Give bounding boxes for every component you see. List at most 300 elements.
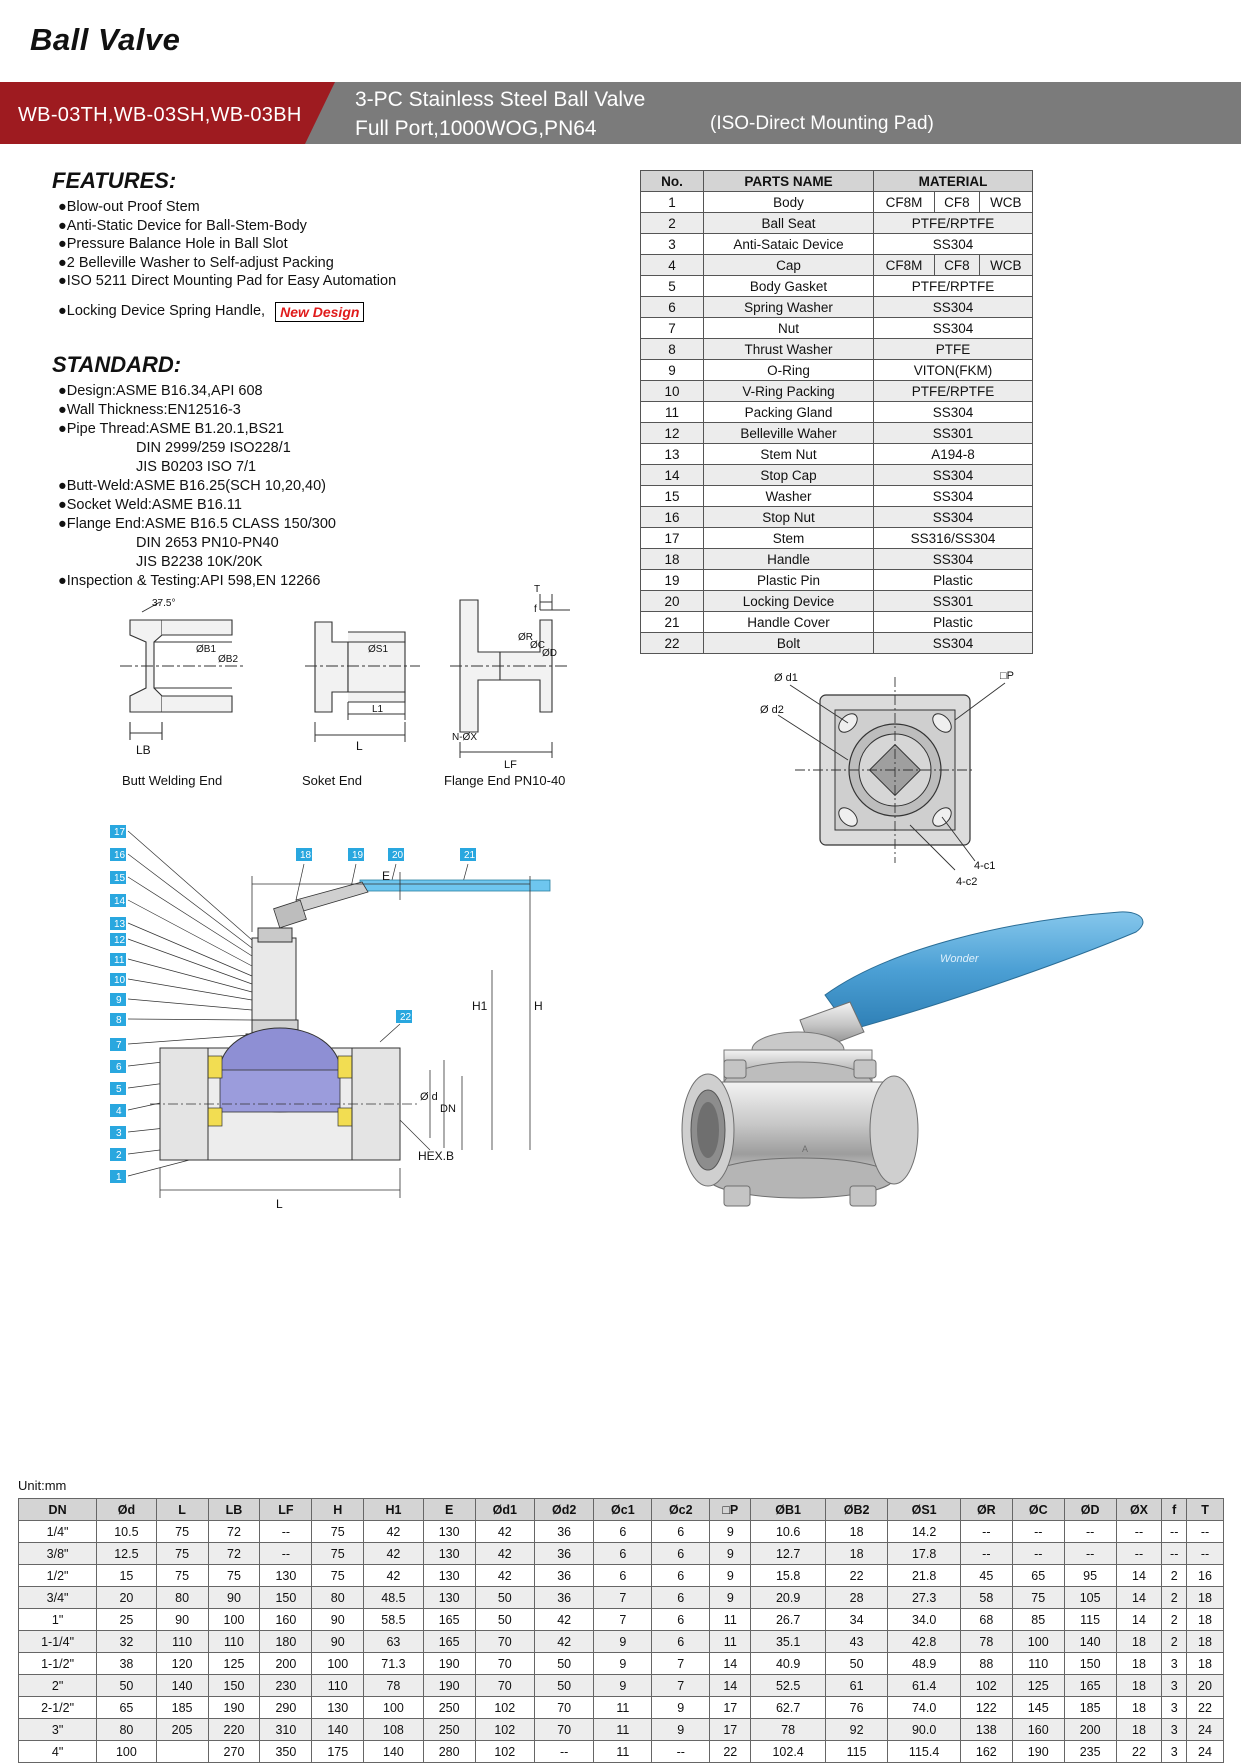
- dim-cell: 145: [1012, 1697, 1064, 1719]
- table-row: [641, 297, 1033, 318]
- svg-text:13: 13: [114, 919, 126, 930]
- column-header: E: [423, 1499, 475, 1521]
- part-material: PTFE/RPTFE: [874, 276, 1033, 297]
- features-list: [58, 198, 612, 320]
- dim-cell: 6: [594, 1543, 652, 1565]
- svg-text:15: 15: [114, 873, 126, 884]
- dim-cell: 16: [1187, 1565, 1224, 1587]
- standard-item: JIS B0203 ISO 7/1: [136, 459, 257, 475]
- part-name: Washer: [704, 486, 874, 507]
- dim-cell: 70: [534, 1719, 593, 1741]
- photo-brand: Wonder: [940, 953, 979, 965]
- dim-cell: 12.7: [751, 1543, 826, 1565]
- column-header: □P: [710, 1499, 751, 1521]
- dim-cell: 18: [1116, 1653, 1162, 1675]
- label-dn: DN: [440, 1103, 456, 1115]
- column-header: Ød: [97, 1499, 156, 1521]
- label-h: H: [534, 999, 543, 1013]
- dim-cell: 70: [534, 1697, 593, 1719]
- dim-cell: [156, 1741, 208, 1763]
- dim-cell: 90: [312, 1631, 364, 1653]
- table-row: [19, 1719, 1224, 1741]
- dim-cell: 6: [594, 1565, 652, 1587]
- dim-cell: 42: [475, 1565, 534, 1587]
- dim-cell: 2-1/2": [19, 1697, 97, 1719]
- dim-cell: 18: [1187, 1653, 1224, 1675]
- caption-socket-end: Soket End: [302, 773, 362, 788]
- dim-cell: 110: [208, 1631, 260, 1653]
- dim-cell: 125: [1012, 1675, 1064, 1697]
- part-no: 19: [641, 570, 704, 591]
- dim-cell: 100: [208, 1609, 260, 1631]
- dim-cell: 58: [960, 1587, 1012, 1609]
- dim-cell: --: [1116, 1543, 1162, 1565]
- standard-item: ●Socket Weld:ASME B16.11: [58, 497, 242, 513]
- part-no: 9: [641, 360, 704, 381]
- dim-cell: 102: [475, 1697, 534, 1719]
- part-material: SS304: [874, 402, 1033, 423]
- dim-cell: 18: [1116, 1631, 1162, 1653]
- svg-text:14: 14: [114, 896, 126, 907]
- dim-cell: 6: [652, 1521, 710, 1543]
- valve-cross-section-drawing: [100, 820, 620, 1240]
- part-material: PTFE/RPTFE: [874, 213, 1033, 234]
- iso-mounting-pad-drawing: [760, 665, 1090, 895]
- part-name: Stem: [704, 528, 874, 549]
- part-material: A194-8: [874, 444, 1033, 465]
- part-material: SS301: [874, 423, 1033, 444]
- dim-cell: 185: [156, 1697, 208, 1719]
- dim-cell: 10.6: [751, 1521, 826, 1543]
- table-row: [641, 339, 1033, 360]
- dim-cell: 18: [1187, 1587, 1224, 1609]
- dim-cell: --: [1012, 1543, 1064, 1565]
- dim-cell: 165: [1064, 1675, 1116, 1697]
- label-c1: 4-c1: [974, 860, 996, 872]
- table-row: [641, 528, 1033, 549]
- dim-cell: 3: [1162, 1653, 1187, 1675]
- column-header: f: [1162, 1499, 1187, 1521]
- part-material: PTFE: [874, 339, 1033, 360]
- table-row: [19, 1697, 1224, 1719]
- dim-cell: 34: [825, 1609, 887, 1631]
- part-name: Handle Cover: [704, 612, 874, 633]
- part-material: WCB: [979, 255, 1032, 276]
- svg-text:6: 6: [116, 1062, 122, 1073]
- part-material: SS304: [874, 507, 1033, 528]
- dim-cell: 36: [534, 1521, 593, 1543]
- dim-cell: 270: [208, 1741, 260, 1763]
- dim-cell: 36: [534, 1565, 593, 1587]
- dim-cell: 26.7: [751, 1609, 826, 1631]
- part-no: 11: [641, 402, 704, 423]
- standard-list: [58, 382, 612, 591]
- dim-cell: 140: [1064, 1631, 1116, 1653]
- page-title: Ball Valve: [30, 22, 181, 57]
- dim-cell: 120: [156, 1653, 208, 1675]
- dim-cell: 9: [594, 1631, 652, 1653]
- dim-cell: 9: [652, 1719, 710, 1741]
- dim-cell: 310: [260, 1719, 312, 1741]
- dim-cell: 130: [423, 1543, 475, 1565]
- dim-cell: 6: [652, 1565, 710, 1587]
- part-no: 5: [641, 276, 704, 297]
- table-row: [641, 360, 1033, 381]
- dim-cell: --: [1116, 1521, 1162, 1543]
- table-row: [641, 591, 1033, 612]
- label-e: E: [382, 869, 391, 883]
- dim-cell: 162: [960, 1741, 1012, 1763]
- label-lf: LF: [504, 759, 517, 771]
- column-header: Ød1: [475, 1499, 534, 1521]
- part-no: 12: [641, 423, 704, 444]
- dim-cell: 18: [1116, 1719, 1162, 1741]
- dim-cell: 48.9: [888, 1653, 961, 1675]
- part-name: Stem Nut: [704, 444, 874, 465]
- column-header-material: MATERIAL: [874, 171, 1033, 192]
- iso-pad-note: (ISO-Direct Mounting Pad): [710, 113, 934, 134]
- part-name: Handle: [704, 549, 874, 570]
- dim-cell: 42: [364, 1565, 423, 1587]
- dim-cell: 48.5: [364, 1587, 423, 1609]
- dim-cell: 3: [1162, 1719, 1187, 1741]
- part-name: Belleville Waher: [704, 423, 874, 444]
- table-row: [19, 1543, 1224, 1565]
- dim-cell: 75: [312, 1543, 364, 1565]
- photo-body-mark: A: [802, 1144, 809, 1154]
- dim-cell: 50: [475, 1587, 534, 1609]
- dim-cell: 25: [97, 1609, 156, 1631]
- table-row: [19, 1565, 1224, 1587]
- dim-cell: 9: [710, 1521, 751, 1543]
- label-d: ØD: [542, 648, 557, 659]
- column-header: ØD: [1064, 1499, 1116, 1521]
- dim-cell: 14: [710, 1653, 751, 1675]
- dim-cell: 105: [1064, 1587, 1116, 1609]
- dim-cell: 75: [312, 1565, 364, 1587]
- dim-cell: 20: [1187, 1675, 1224, 1697]
- dim-cell: 58.5: [364, 1609, 423, 1631]
- dim-cell: 6: [652, 1543, 710, 1565]
- dim-cell: 102: [475, 1719, 534, 1741]
- svg-text:17: 17: [114, 827, 126, 838]
- table-row: [19, 1631, 1224, 1653]
- label-d2: Ø d2: [760, 704, 784, 716]
- dim-cell: 100: [312, 1653, 364, 1675]
- dim-cell: 190: [423, 1675, 475, 1697]
- dim-cell: 140: [156, 1675, 208, 1697]
- dim-cell: 102.4: [751, 1741, 826, 1763]
- part-name: Cap: [704, 255, 874, 276]
- feature-item: ●2 Belleville Washer to Self-adjust Packing: [58, 254, 334, 271]
- dim-cell: 75: [1012, 1587, 1064, 1609]
- label-b1: ØB1: [196, 644, 217, 655]
- svg-text:1: 1: [116, 1172, 122, 1183]
- part-name: Plastic Pin: [704, 570, 874, 591]
- part-name: Ball Seat: [704, 213, 874, 234]
- dim-cell: 70: [475, 1631, 534, 1653]
- column-header: DN: [19, 1499, 97, 1521]
- part-name: Anti-Sataic Device: [704, 234, 874, 255]
- svg-text:19: 19: [352, 850, 364, 861]
- part-material: WCB: [979, 192, 1032, 213]
- dim-cell: --: [652, 1741, 710, 1763]
- column-header: Øc1: [594, 1499, 652, 1521]
- feature-item: ●Anti-Static Device for Ball-Stem-Body: [58, 217, 307, 234]
- svg-text:16: 16: [114, 850, 126, 861]
- table-row: [641, 234, 1033, 255]
- dim-cell: 22: [1187, 1697, 1224, 1719]
- part-no: 2: [641, 213, 704, 234]
- dim-cell: 2: [1162, 1609, 1187, 1631]
- part-material: SS304: [874, 486, 1033, 507]
- table-row: [641, 192, 1033, 213]
- dim-cell: 165: [423, 1609, 475, 1631]
- table-row: [19, 1521, 1224, 1543]
- dim-cell: 62.7: [751, 1697, 826, 1719]
- part-no: 17: [641, 528, 704, 549]
- dim-cell: 14: [1116, 1565, 1162, 1587]
- dim-cell: 18: [1116, 1697, 1162, 1719]
- standard-heading: STANDARD:: [52, 352, 182, 377]
- dim-cell: 220: [208, 1719, 260, 1741]
- dim-cell: 65: [1012, 1565, 1064, 1587]
- dim-cell: 76: [825, 1697, 887, 1719]
- dim-cell: 110: [1012, 1653, 1064, 1675]
- features-section: [52, 168, 612, 320]
- dim-cell: 15: [97, 1565, 156, 1587]
- part-no: 16: [641, 507, 704, 528]
- part-name: Body: [704, 192, 874, 213]
- dim-cell: 102: [960, 1675, 1012, 1697]
- part-material: SS301: [874, 591, 1033, 612]
- dim-cell: 3": [19, 1719, 97, 1741]
- svg-text:21: 21: [464, 850, 476, 861]
- part-name: Locking Device: [704, 591, 874, 612]
- dim-cell: 10.5: [97, 1521, 156, 1543]
- dim-cell: 6: [652, 1587, 710, 1609]
- dim-cell: 130: [312, 1697, 364, 1719]
- dim-cell: 9: [710, 1565, 751, 1587]
- part-no: 10: [641, 381, 704, 402]
- dim-cell: 50: [97, 1675, 156, 1697]
- part-no: 4: [641, 255, 704, 276]
- column-header: T: [1187, 1499, 1224, 1521]
- dim-cell: 11: [710, 1631, 751, 1653]
- part-no: 7: [641, 318, 704, 339]
- dim-cell: 12.5: [97, 1543, 156, 1565]
- dim-cell: 78: [751, 1719, 826, 1741]
- dim-cell: 18: [825, 1543, 887, 1565]
- dim-cell: 40.9: [751, 1653, 826, 1675]
- dim-cell: 11: [710, 1609, 751, 1631]
- dim-cell: 100: [364, 1697, 423, 1719]
- part-name: Packing Gland: [704, 402, 874, 423]
- table-row: [641, 465, 1033, 486]
- dim-cell: 61: [825, 1675, 887, 1697]
- dim-cell: 175: [312, 1741, 364, 1763]
- dim-cell: 2: [1162, 1565, 1187, 1587]
- label-d1: Ø d1: [774, 672, 798, 684]
- dim-cell: 200: [1064, 1719, 1116, 1741]
- column-header: H1: [364, 1499, 423, 1521]
- dim-cell: 24: [1187, 1741, 1224, 1763]
- dim-cell: 140: [312, 1719, 364, 1741]
- dim-cell: 22: [825, 1565, 887, 1587]
- part-no: 21: [641, 612, 704, 633]
- dim-cell: 88: [960, 1653, 1012, 1675]
- part-material: CF8: [935, 255, 980, 276]
- dim-cell: 90: [156, 1609, 208, 1631]
- caption-butt-welding-end: Butt Welding End: [122, 773, 223, 788]
- table-row: [19, 1675, 1224, 1697]
- dim-cell: 14: [710, 1675, 751, 1697]
- dim-cell: 65: [97, 1697, 156, 1719]
- dim-cell: 190: [208, 1697, 260, 1719]
- svg-text:2: 2: [116, 1150, 122, 1161]
- dim-cell: 75: [156, 1565, 208, 1587]
- dim-cell: 2: [1162, 1631, 1187, 1653]
- dim-cell: 125: [208, 1653, 260, 1675]
- part-no: 14: [641, 465, 704, 486]
- part-material: CF8M: [874, 255, 935, 276]
- part-name: Stop Cap: [704, 465, 874, 486]
- dim-cell: 150: [1064, 1653, 1116, 1675]
- dim-cell: 90.0: [888, 1719, 961, 1741]
- part-no: 8: [641, 339, 704, 360]
- dim-cell: 85: [1012, 1609, 1064, 1631]
- dim-cell: 14: [1116, 1609, 1162, 1631]
- dim-cell: 11: [594, 1741, 652, 1763]
- column-header: ØR: [960, 1499, 1012, 1521]
- dim-cell: 75: [156, 1543, 208, 1565]
- dim-cell: 130: [260, 1565, 312, 1587]
- dim-cell: 350: [260, 1741, 312, 1763]
- dim-cell: 130: [423, 1565, 475, 1587]
- part-material: SS304: [874, 297, 1033, 318]
- dim-cell: --: [1064, 1521, 1116, 1543]
- dim-cell: 21.8: [888, 1565, 961, 1587]
- svg-text:4: 4: [116, 1106, 122, 1117]
- dim-cell: --: [260, 1521, 312, 1543]
- dim-cell: 28: [825, 1587, 887, 1609]
- part-name: V-Ring Packing: [704, 381, 874, 402]
- standard-section: [52, 352, 612, 591]
- dim-cell: 9: [652, 1697, 710, 1719]
- part-material: PTFE/RPTFE: [874, 381, 1033, 402]
- column-header: LF: [260, 1499, 312, 1521]
- table-row: [641, 444, 1033, 465]
- dim-cell: 9: [710, 1543, 751, 1565]
- column-header: ØX: [1116, 1499, 1162, 1521]
- label-l: L: [356, 739, 363, 753]
- dim-cell: 50: [534, 1653, 593, 1675]
- part-no: 22: [641, 633, 704, 654]
- dim-cell: 50: [534, 1675, 593, 1697]
- dim-cell: 4": [19, 1741, 97, 1763]
- part-name: Body Gasket: [704, 276, 874, 297]
- part-no: 15: [641, 486, 704, 507]
- table-row: [641, 213, 1033, 234]
- dim-cell: 1-1/2": [19, 1653, 97, 1675]
- dim-cell: 130: [423, 1521, 475, 1543]
- dim-cell: --: [534, 1741, 593, 1763]
- dim-cell: 68: [960, 1609, 1012, 1631]
- dim-cell: 250: [423, 1719, 475, 1741]
- label-h1: H1: [472, 999, 488, 1013]
- dim-cell: 80: [156, 1587, 208, 1609]
- dim-cell: 17: [710, 1697, 751, 1719]
- label-t: T: [534, 584, 541, 595]
- dim-cell: 1/4": [19, 1521, 97, 1543]
- svg-text:18: 18: [300, 850, 312, 861]
- dim-cell: 32: [97, 1631, 156, 1653]
- table-row: [641, 507, 1033, 528]
- dim-cell: 250: [423, 1697, 475, 1719]
- column-header: ØC: [1012, 1499, 1064, 1521]
- dim-cell: 290: [260, 1697, 312, 1719]
- dim-cell: 14.2: [888, 1521, 961, 1543]
- dim-cell: 90: [208, 1587, 260, 1609]
- dim-cell: 6: [652, 1609, 710, 1631]
- dim-cell: --: [1162, 1543, 1187, 1565]
- label-b2: ØB2: [218, 654, 239, 665]
- svg-text:20: 20: [392, 850, 404, 861]
- part-material: SS304: [874, 633, 1033, 654]
- part-name: O-Ring: [704, 360, 874, 381]
- dim-cell: 122: [960, 1697, 1012, 1719]
- part-name: Bolt: [704, 633, 874, 654]
- part-material: SS304: [874, 318, 1033, 339]
- dim-cell: 130: [423, 1587, 475, 1609]
- dim-cell: 20: [97, 1587, 156, 1609]
- dim-cell: 72: [208, 1521, 260, 1543]
- dim-cell: 70: [475, 1653, 534, 1675]
- column-header: L: [156, 1499, 208, 1521]
- dim-cell: 280: [423, 1741, 475, 1763]
- dim-cell: 165: [423, 1631, 475, 1653]
- model-numbers: WB-03TH,WB-03SH,WB-03BH: [18, 104, 302, 126]
- dim-cell: 190: [423, 1653, 475, 1675]
- dim-cell: 42: [364, 1521, 423, 1543]
- dim-cell: 6: [652, 1631, 710, 1653]
- dim-cell: 34.0: [888, 1609, 961, 1631]
- svg-text:12: 12: [114, 935, 126, 946]
- dim-cell: 18: [1187, 1609, 1224, 1631]
- dim-cell: 138: [960, 1719, 1012, 1741]
- label-dia-d: Ø d: [420, 1091, 438, 1103]
- parts-list-table: [640, 170, 1033, 654]
- dim-cell: 3/8": [19, 1543, 97, 1565]
- dim-cell: 7: [594, 1587, 652, 1609]
- dim-cell: 3/4": [19, 1587, 97, 1609]
- dim-cell: 230: [260, 1675, 312, 1697]
- label-lb: LB: [136, 743, 151, 757]
- dim-cell: 90: [312, 1609, 364, 1631]
- dim-cell: 140: [364, 1741, 423, 1763]
- dim-cell: --: [1187, 1543, 1224, 1565]
- dimension-table: [18, 1498, 1224, 1763]
- dim-cell: 235: [1064, 1741, 1116, 1763]
- dim-cell: 78: [960, 1631, 1012, 1653]
- dim-cell: 92: [825, 1719, 887, 1741]
- dim-cell: 50: [825, 1653, 887, 1675]
- svg-text:8: 8: [116, 1015, 122, 1026]
- label-s1: ØS1: [368, 644, 389, 655]
- standard-item: ●Flange End:ASME B16.5 CLASS 150/300: [58, 516, 336, 532]
- dim-cell: 110: [156, 1631, 208, 1653]
- part-no: 3: [641, 234, 704, 255]
